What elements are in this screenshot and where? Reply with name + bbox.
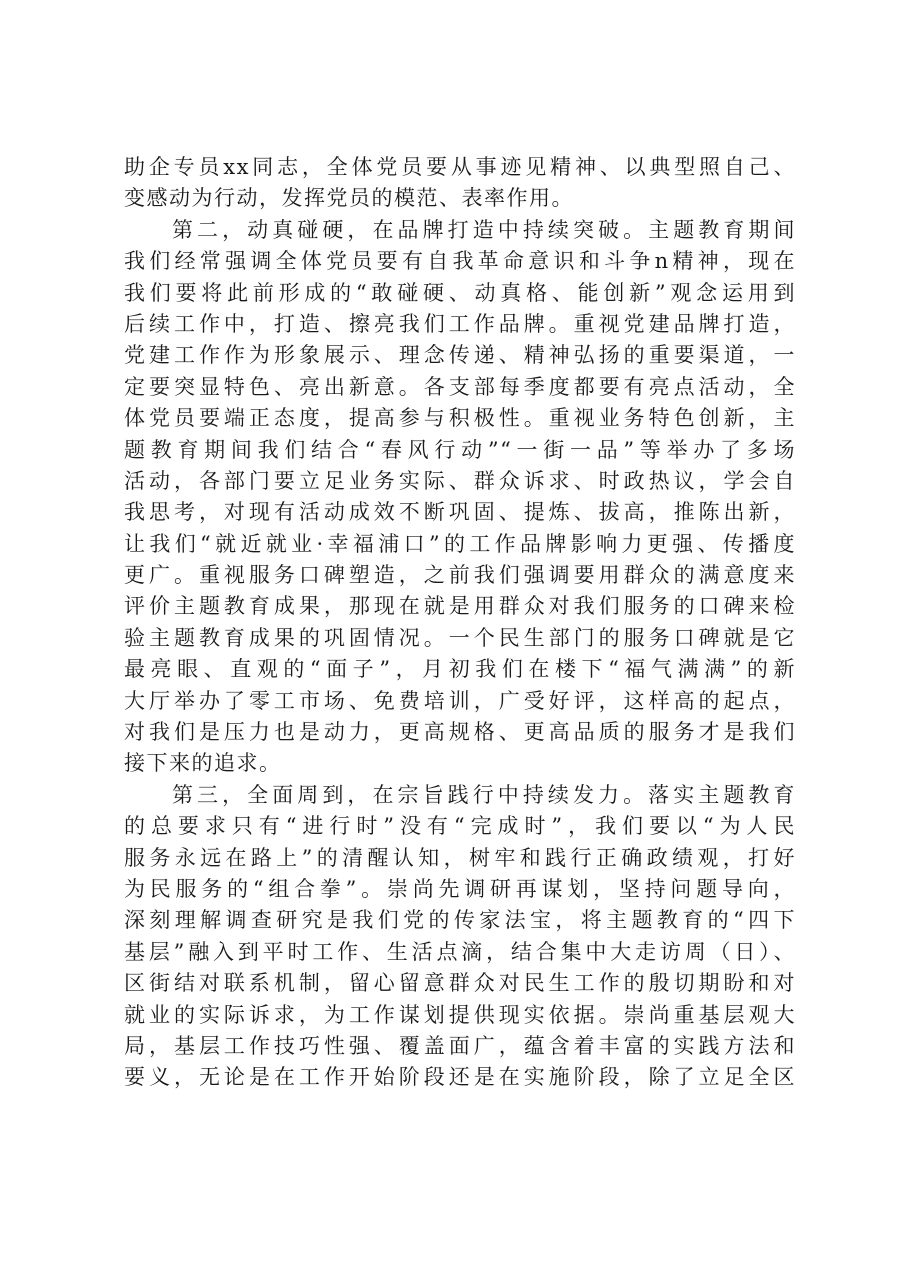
text-line: 服务永远在路上”的清醒认知，树牢和践行正确政绩观，打好 xyxy=(124,845,796,870)
text-line: 更广。重视服务口碑塑造，之前我们强调要用群众的满意度来 xyxy=(124,563,796,588)
text-line: 党建工作作为形象展示、理念传递、精神弘扬的重要渠道，一 xyxy=(124,343,796,368)
text-line: 定要突显特色、亮出新意。各支部每季度都要有亮点活动，全 xyxy=(124,374,796,399)
text-line: 我们要将此前形成的“敢碰硬、动真格、能创新”观念运用到 xyxy=(124,280,796,305)
text-line: 为民服务的“组合拳”。崇尚先调研再谋划，坚持问题导向， xyxy=(124,876,796,901)
text-line: 接下来的追求。 xyxy=(124,751,282,776)
text-line: 最亮眼、直观的“面子”，月初我们在楼下“福气满满”的新 xyxy=(124,657,796,682)
paragraph-start-line: 第二，动真碰硬，在品牌打造中持续突破。主题教育期间 xyxy=(172,217,796,242)
text-line: 评价主题教育成果，那现在就是用群众对我们服务的口碑来检 xyxy=(124,594,796,619)
text-line: 助企专员xx同志，全体党员要从事迹见精神、以典型照自己、 xyxy=(124,155,796,179)
text-line: 后续工作中，打造、擦亮我们工作品牌。重视党建品牌打造， xyxy=(124,311,796,336)
text-line: 我思考，对现有活动成效不断巩固、提炼、拔高，推陈出新， xyxy=(124,500,796,525)
text-line: 体党员要端正态度，提高参与积极性。重视业务特色创新，主 xyxy=(124,406,796,431)
text-line: 对我们是压力也是动力，更高规格、更高品质的服务才是我们 xyxy=(124,720,796,745)
text-line: 我们经常强调全体党员要有自我革命意识和斗争n精神，现在 xyxy=(124,249,796,274)
text-line: 局，基层工作技巧性强、覆盖面广，蕴含着丰富的实践方法和 xyxy=(124,1033,796,1058)
body-text xyxy=(124,152,796,1094)
text-line: 验主题教育成果的巩固情况。一个民生部门的服务口碑就是它 xyxy=(124,625,796,650)
text-line: 要义，无论是在工作开始阶段还是在实施阶段，除了立足全区 xyxy=(124,1065,796,1090)
text-line: 让我们“就近就业·幸福浦口”的工作品牌影响力更强、传播度 xyxy=(124,531,796,556)
text-line: 基层”融入到平时工作、生活点滴，结合集中大走访周（日）、 xyxy=(124,939,796,964)
paragraph-start-line: 第三，全面周到，在宗旨践行中持续发力。落实主题教育 xyxy=(172,782,796,807)
text-line: 题教育期间我们结合“春风行动”“一街一品”等举办了多场 xyxy=(124,437,796,462)
text-line: 大厅举办了零工市场、免费培训，广受好评，这样高的起点， xyxy=(124,688,796,713)
text-line: 就业的实际诉求，为工作谋划提供现实依据。崇尚重基层观大 xyxy=(124,1002,796,1027)
text-line: 活动，各部门要立足业务实际、群众诉求、时政热议，学会自 xyxy=(124,468,796,493)
text-line: 的总要求只有“进行时”没有“完成时”，我们要以“为人民 xyxy=(124,814,796,839)
text-line: 深刻理解调查研究是我们党的传家法宝，将主题教育的“四下 xyxy=(124,908,796,933)
text-line: 区街结对联系机制，留心留意群众对民生工作的殷切期盼和对 xyxy=(124,971,796,996)
text-line: 变感动为行动，发挥党员的模范、表率作用。 xyxy=(124,186,574,211)
